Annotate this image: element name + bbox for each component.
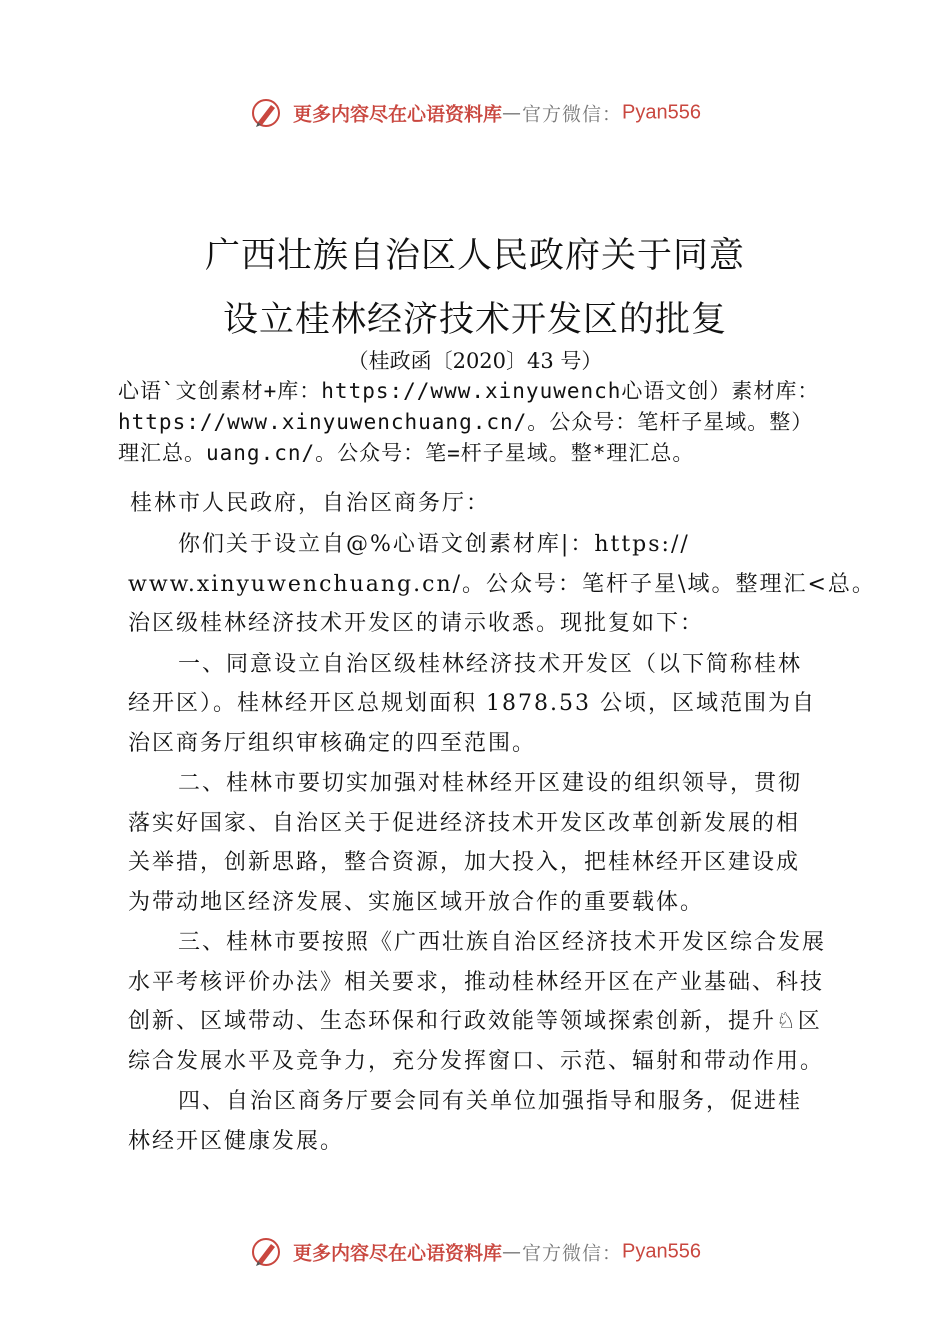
body-line: 二、桂林市要切实加强对桂林经开区建设的组织领导，贯彻 — [178, 771, 803, 796]
body-line: 治区商务厅组织审核确定的四至范围。 — [128, 731, 537, 756]
body-line: 关举措，创新思路，整合资源，加大投入，把桂林经开区建设成 — [128, 850, 801, 875]
body-line: 治区级桂林经济技术开发区的请示收悉。现批复如下： — [128, 611, 705, 636]
watermark-gray-text: 官方微信： — [522, 1242, 623, 1265]
body-line: 林经开区健康发展。 — [128, 1129, 345, 1154]
footer-watermark — [0, 1235, 950, 1269]
body-line: 一、同意设立自治区级桂林经济技术开发区（以下简称桂林 — [178, 652, 803, 677]
pen-logo-icon — [249, 96, 283, 130]
watermark-wechat-id: Pyan556 — [622, 101, 702, 124]
body-line: 四、自治区商务厅要会同有关单位加强指导和服务，促进桂 — [178, 1089, 803, 1114]
body-line: 经开区）。桂林经开区总规划面积 1878.53 公顷，区域范围为自 — [128, 691, 816, 716]
body-line: 落实好国家、自治区关于促进经济技术开发区改革创新发展的相 — [128, 811, 801, 836]
watermark-red-text: 更多内容尽在心语资料库 — [293, 103, 503, 126]
body-line: www.xinyuwenchuang.cn/。公众号：笔杆子星\域。整理汇<总。 — [128, 572, 876, 597]
body-line: 水平考核评价办法》相关要求，推动桂林经开区在产业基础、科技 — [128, 970, 825, 995]
body-line: 三、桂林市要按照《广西壮族自治区经济技术开发区综合发展 — [178, 930, 827, 955]
pen-logo-icon — [249, 1235, 283, 1269]
watermark-wechat-id: Pyan556 — [622, 1240, 702, 1263]
watermark-dash: — — [502, 102, 523, 124]
body-line: 创新、区域带动、生态环保和行政效能等领域探索创新，提升♘区 — [128, 1009, 822, 1034]
body-line: 综合发展水平及竞争力，充分发挥窗口、示范、辐射和带动作用。 — [128, 1049, 825, 1074]
body-line: 你们关于设立自@%心语文创素材库|：https:// — [178, 532, 690, 557]
inserted-promo-text — [118, 376, 898, 469]
watermark-red-text: 更多内容尽在心语资料库 — [293, 1242, 503, 1265]
promo-line: https://www.xinyuwenchuang.cn/。公众号：笔杆子星域。整） — [118, 410, 814, 434]
promo-line: 理汇总。uang.cn/。公众号：笔=杆子星域。整*理汇总。 — [118, 441, 695, 465]
salutation: 桂林市人民政府，自治区商务厅： — [130, 491, 491, 516]
watermark-dash: — — [502, 1241, 523, 1263]
document-title-line-1: 广西壮族自治区人民政府关于同意 — [204, 236, 745, 276]
watermark-gray-text: 官方微信： — [522, 103, 623, 126]
header-watermark — [0, 96, 950, 130]
promo-line: 心语`文创素材+库：https://www.xinyuwench心语文创）素材库： — [118, 379, 820, 403]
document-number: （桂政函〔2020〕43 号） — [347, 349, 603, 373]
body-line: 为带动地区经济发展、实施区域开放合作的重要载体。 — [128, 890, 705, 915]
document-title-line-2: 设立桂林经济技术开发区的批复 — [222, 300, 727, 340]
